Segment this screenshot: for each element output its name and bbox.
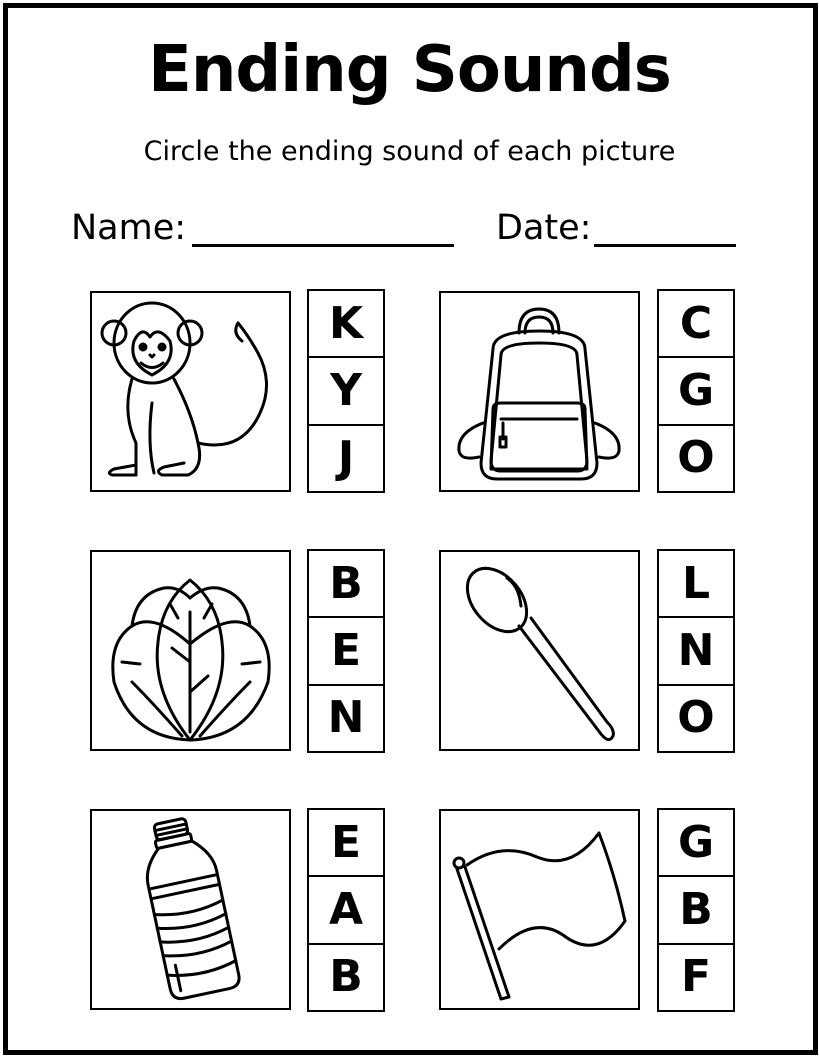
name-label: Name: [71,208,187,248]
date-label: Date: [496,208,592,248]
choice-column-3 [307,549,385,753]
monkey-icon [92,293,289,490]
choice-column-6 [657,808,735,1012]
letter-choice[interactable]: L [681,557,711,609]
letter-choice[interactable]: N [309,684,383,751]
instructions: Circle the ending sound of each picture [143,136,676,167]
letter-choice[interactable]: E [309,616,383,683]
choice-column-5 [307,808,385,1012]
letter-choice[interactable]: F [659,943,733,1010]
letter-choice[interactable]: B [659,875,733,942]
letter-choice[interactable]: Y [309,356,383,423]
letter-choice[interactable]: K [328,297,364,349]
page-title: Ending Sounds [148,33,671,107]
letter-choice[interactable]: E [330,816,362,868]
bottle-icon [92,811,289,1008]
lettuce-icon [92,552,289,749]
letter-choice[interactable]: N [659,616,733,683]
picture-box-4 [439,550,640,751]
letter-choice[interactable]: J [309,424,383,491]
letter-choice[interactable]: C [679,297,713,349]
picture-box-6 [439,809,640,1010]
letter-choice[interactable]: B [329,557,363,609]
letter-choice[interactable]: O [659,424,733,491]
name-field[interactable] [192,244,454,247]
spoon-icon [441,552,638,749]
letter-choice[interactable]: G [659,356,733,423]
flag-icon [441,811,638,1008]
letter-choice[interactable]: G [677,816,715,868]
date-field[interactable] [594,244,736,247]
backpack-icon [441,293,638,490]
picture-box-1 [90,291,291,492]
letter-choice[interactable]: O [659,684,733,751]
picture-box-2 [439,291,640,492]
choice-column-1 [307,289,385,493]
picture-box-3 [90,550,291,751]
letter-choice[interactable]: A [309,875,383,942]
choice-column-4 [657,549,735,753]
choice-column-2 [657,289,735,493]
picture-box-5 [90,809,291,1010]
letter-choice[interactable]: B [309,943,383,1010]
